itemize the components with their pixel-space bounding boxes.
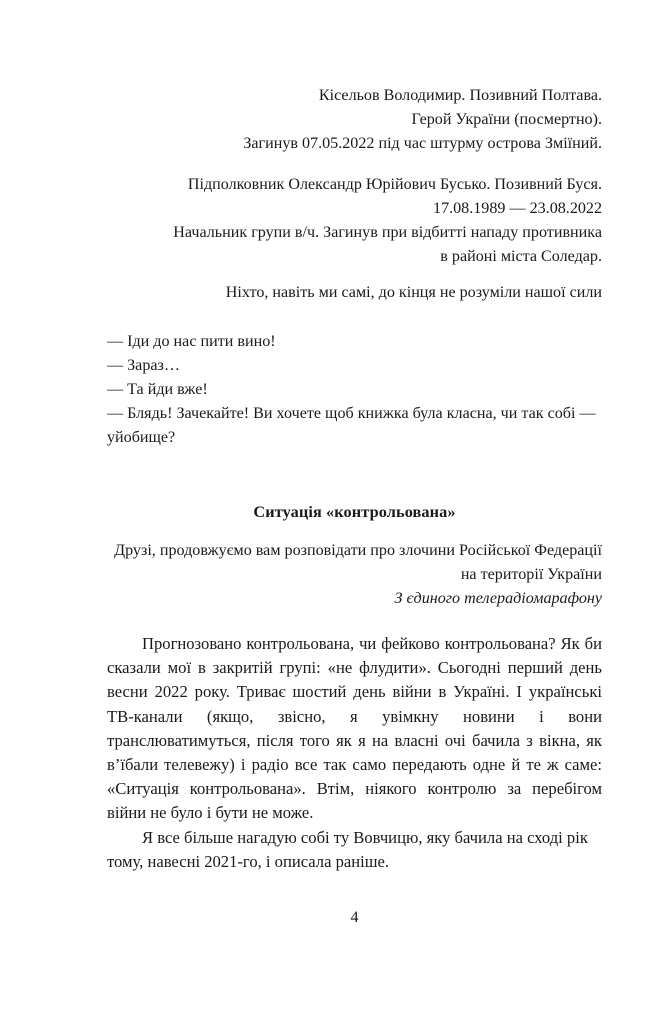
page-number: 4 xyxy=(350,909,359,926)
dialogue-line: — Зараз… xyxy=(107,357,180,374)
dialogue-line: — Блядь! Зачекайте! Ви хочете щоб книжка була класна, чи так собі — уйобище? xyxy=(107,405,596,446)
body-paragraph: Прогнозовано контрольована, чи фейково контрольована? Як би сказали мої в закритій групі: «не флудити». Сьогодні перший день весни 2022 року. Триває шостий день війни в Україні. І українські ТВ-канали (якщо, звісно, я увімкну новини і вони транслюватимуться, після того як я на власні очі бачила з вікна, як в’їбали телевежу) і радіо все так само передають одне й те ж саме: «Ситуація контрольована». Втім, ніякого контролю за перебігом війни не було і бути не може. xyxy=(107,634,602,823)
memorial-block-kiselov xyxy=(107,84,602,156)
epigraph-marathon xyxy=(107,539,602,611)
body-paragraph: Я все більше нагадую собі ту Вовчицю, яку бачила на сході рік тому, навесні 2021-го, і описала раніше. xyxy=(107,827,588,871)
memorial-line: Загинув 07.05.2022 під час штурму острова Зміїний. xyxy=(243,135,602,152)
body-copy xyxy=(107,632,602,874)
epigraph-strength xyxy=(107,281,602,305)
memorial-line: в районі міста Соледар. xyxy=(440,248,602,265)
memorial-block-busko xyxy=(107,173,602,269)
dialogue-line: — Іди до нас пити вино! xyxy=(107,333,276,350)
section-heading: Ситуація «контрольована» xyxy=(253,501,456,521)
memorial-line: Герой України (посмертно). xyxy=(411,111,602,128)
epigraph-marathon-line: Російської Федерації на території України xyxy=(459,542,602,583)
dialogue-block xyxy=(107,330,602,450)
memorial-line: Начальник групи в/ч. Загинув при відбитті нападу противника xyxy=(173,224,602,241)
epigraph-strength-text: Ніхто, навіть ми самі, до кінця не розуміли нашої сили xyxy=(225,284,602,301)
memorial-line: 17.08.1989 — 23.08.2022 xyxy=(433,200,602,217)
epigraph-marathon-line: Друзі, продовжуємо вам розповідати про злочини xyxy=(114,542,455,559)
dialogue-line: — Та йди вже! xyxy=(107,381,208,398)
memorial-line: Підполковник Олександр Юрійович Бусько. Позивний Буся. xyxy=(187,176,602,193)
epigraph-attribution: З єдиного телерадіомарафону xyxy=(394,590,602,607)
memorial-line: Кісельов Володимир. Позивний Полтава. xyxy=(318,87,602,104)
